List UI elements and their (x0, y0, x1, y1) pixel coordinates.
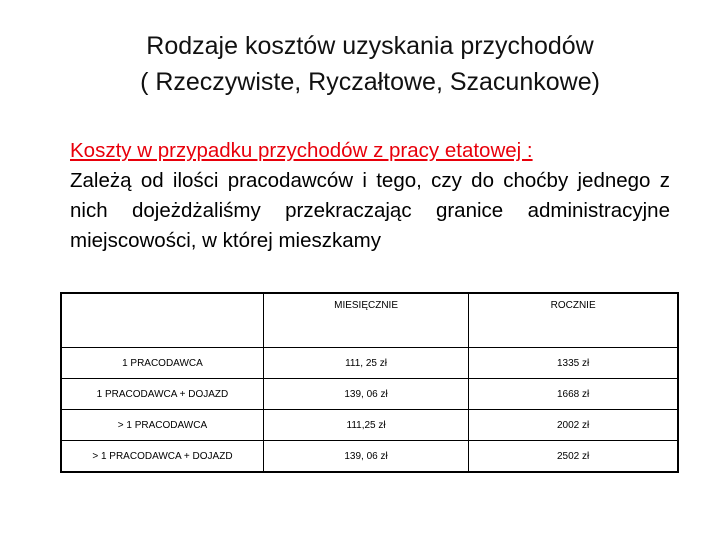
header-cell-yearly: ROCZNIE (469, 293, 678, 348)
row-label: 1 PRACODAWCA + DOJAZD (61, 379, 263, 410)
row-label: 1 PRACODAWCA (61, 348, 263, 379)
header-cell-empty (61, 293, 263, 348)
monthly-value: 111, 25 zł (263, 348, 468, 379)
monthly-value: 111,25 zł (263, 410, 468, 441)
table-row (61, 379, 678, 410)
yearly-value: 2002 zł (469, 410, 678, 441)
table-row (61, 410, 678, 441)
table-row (61, 441, 678, 473)
title-line-1: Rodzaje kosztów uzyskania przychodów (146, 32, 594, 60)
yearly-value: 2502 zł (469, 441, 678, 473)
row-label: > 1 PRACODAWCA + DOJAZD (61, 441, 263, 473)
yearly-value: 1668 zł (469, 379, 678, 410)
subheading: Koszty w przypadku przychodów z pracy etatowej : (70, 139, 533, 162)
yearly-value: 1335 zł (469, 348, 678, 379)
monthly-value: 139, 06 zł (263, 441, 468, 473)
description-paragraph: Zależą od ilości pracodawców i tego, czy do choćby jednego z nich dojeżdżaliśmy przekraczając granice administracyjne miejscowości, w której mieszkamy (70, 169, 670, 252)
costs-table (60, 292, 679, 473)
monthly-value: 139, 06 zł (263, 379, 468, 410)
title-line-2: ( Rzeczywiste, Ryczałtowe, Szacunkowe) (140, 68, 600, 96)
header-cell-monthly: MIESIĘCZNIE (263, 293, 468, 348)
table-row (61, 348, 678, 379)
slide-title (60, 28, 680, 100)
row-label: > 1 PRACODAWCA (61, 410, 263, 441)
table-header-row (61, 293, 678, 348)
body-text (70, 136, 670, 256)
